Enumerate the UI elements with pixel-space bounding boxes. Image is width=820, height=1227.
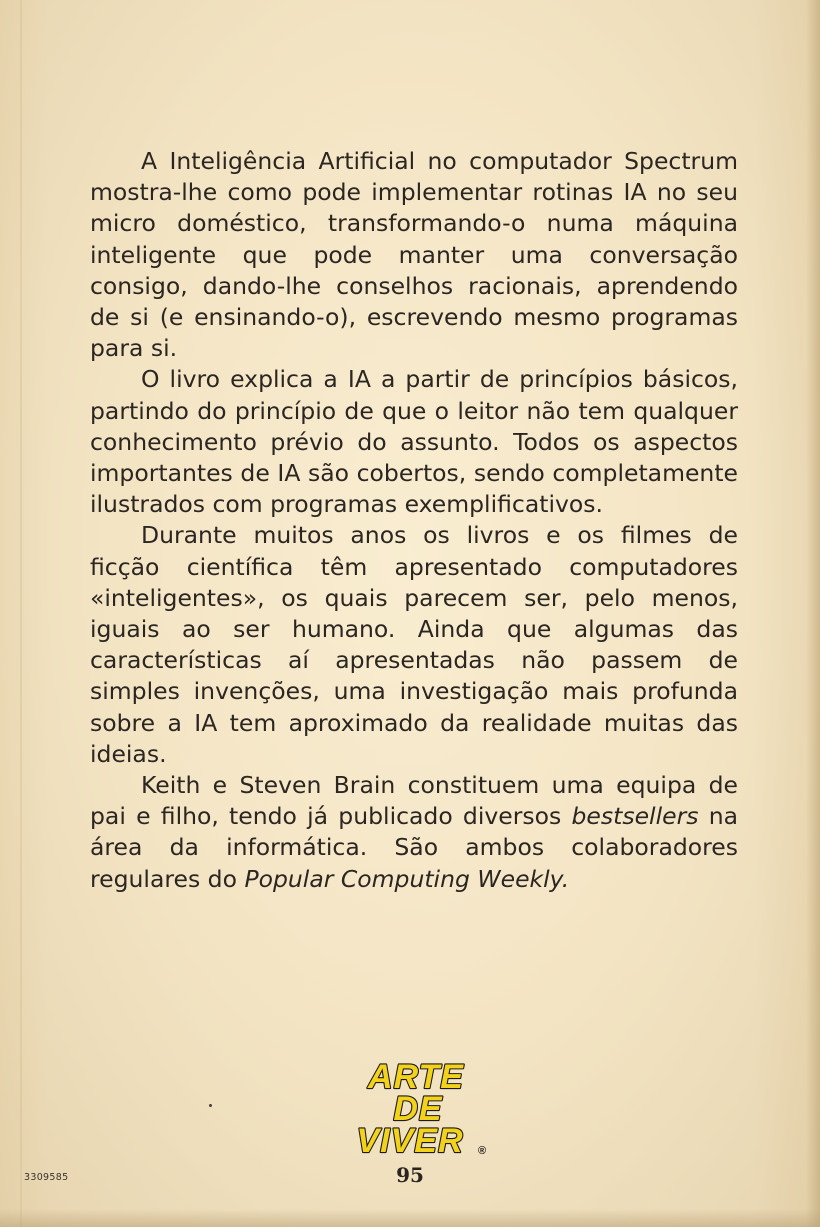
logo-line-viver: VIVER: [356, 1122, 464, 1160]
logo-line-arte: ARTE: [368, 1058, 464, 1096]
catalog-number: 3309585: [24, 1172, 69, 1183]
logo-svg: [340, 1058, 500, 1162]
blurb-paragraph-intro: A Inteligência Artificial no computador Spectrum mostra-lhe como pode implementar rotinas IA no seu micro doméstico, transformando-o numa máquina inteligente que pode manter uma conversação consigo, dando-lhe conselhos racionais, aprendendo de si (e ensinando-o), escrevendo mesmo programas para si.: [90, 147, 738, 363]
blurb-paragraph-context: Durante muitos anos os livros e os filmes de ficção científica têm apresentado computadores «inteligentes», os quais parecem ser, pelo menos, iguais ao ser humano. Ainda que algumas das características aí apresentadas não passem de simples invenções, uma investigação mais profunda sobre a IA tem aproximado da realidade muitas das ideias.: [90, 521, 738, 768]
logo-line-de: DE: [393, 1090, 443, 1128]
blurb-paragraph-authors: [90, 770, 738, 895]
spine-crease: [20, 0, 22, 1227]
bestsellers-italic: bestsellers: [571, 802, 699, 831]
print-speck: [209, 1104, 212, 1107]
arte-de-viver-logo: [340, 1058, 500, 1162]
registered-mark: ®: [477, 1145, 487, 1157]
blurb-paragraph-content: O livro explica a IA a partir de princípios básicos, partindo do princípio de que o leitor não tem qualquer conhecimento prévio do assunto. Todos os aspectos importantes de IA são cobertos, sendo completamente ilustrados com programas exemplificativos.: [90, 365, 738, 519]
cover-edge-bottom: [0, 1209, 820, 1227]
authors-text-middle: na área da informática. São ambos colaboradores regulares do: [90, 802, 739, 893]
magazine-title-italic: Popular Computing Weekly.: [244, 864, 570, 893]
authors-text-start: Keith e Steven Brain constituem uma equipa de pai e filho, tendo já publicado diversos: [90, 771, 738, 831]
back-cover-blurb: [90, 146, 738, 895]
cover-edge-right: [806, 0, 820, 1227]
series-number: 95: [396, 1163, 424, 1187]
